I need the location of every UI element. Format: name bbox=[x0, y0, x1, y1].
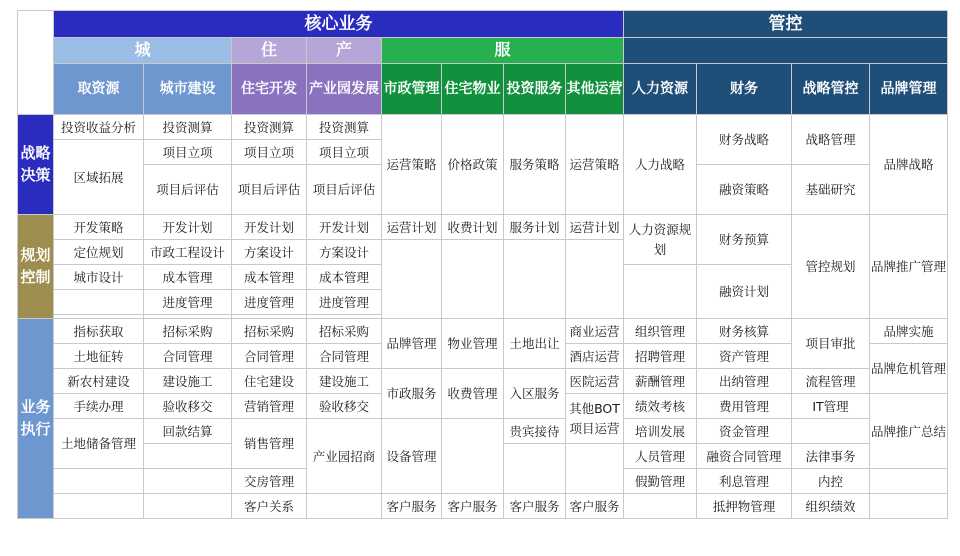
table-cell: 交房管理 bbox=[232, 469, 307, 494]
table-cell: 客户服务 bbox=[566, 494, 624, 519]
table-cell: 组织绩效 bbox=[792, 494, 870, 519]
table-cell: 市政工程设计 bbox=[144, 240, 232, 265]
table-cell bbox=[442, 240, 504, 319]
table-cell: 品牌战略 bbox=[870, 115, 948, 215]
col-header: 财务 bbox=[697, 64, 792, 115]
table-cell: 项目后评估 bbox=[232, 165, 307, 215]
table-cell: 酒店运营 bbox=[566, 344, 624, 369]
table-cell: 客户服务 bbox=[382, 494, 442, 519]
table-cell: 绩效考核 bbox=[624, 394, 697, 419]
table-cell: 验收移交 bbox=[144, 394, 232, 419]
service-header: 服 bbox=[382, 38, 624, 64]
col-header: 住宅物业 bbox=[442, 64, 504, 115]
table-cell: 薪酬管理 bbox=[624, 369, 697, 394]
live-header: 住 bbox=[232, 38, 307, 64]
table-cell: 土地出让 bbox=[504, 319, 566, 369]
table-cell: 运营策略 bbox=[566, 115, 624, 215]
table-cell: 市政服务 bbox=[382, 369, 442, 419]
table-cell: 方案设计 bbox=[232, 240, 307, 265]
table-cell: 销售管理 bbox=[232, 419, 307, 469]
table-cell: 假勤管理 bbox=[624, 469, 697, 494]
table-cell: 投资收益分析 bbox=[54, 115, 144, 140]
table-cell: 项目立项 bbox=[232, 140, 307, 165]
table-cell: 成本管理 bbox=[144, 265, 232, 290]
table-cell: 财务预算 bbox=[697, 215, 792, 265]
table-cell: 医院运营 bbox=[566, 369, 624, 394]
table-cell bbox=[504, 444, 566, 494]
table-cell: 抵押物管理 bbox=[697, 494, 792, 519]
table-cell: 融资策略 bbox=[697, 165, 792, 215]
table-cell: 进度管理 bbox=[144, 290, 232, 315]
table-cell: 建设施工 bbox=[307, 369, 382, 394]
corner-cell bbox=[18, 11, 54, 115]
table-cell: 成本管理 bbox=[307, 265, 382, 290]
table-cell: 项目后评估 bbox=[144, 165, 232, 215]
table-cell: 土地储备管理 bbox=[54, 419, 144, 469]
table-cell bbox=[54, 469, 144, 494]
city-header: 城 bbox=[54, 38, 232, 64]
table-cell: 招标采购 bbox=[307, 319, 382, 344]
table-cell bbox=[870, 494, 948, 519]
table-cell: 价格政策 bbox=[442, 115, 504, 215]
table-cell: 成本管理 bbox=[232, 265, 307, 290]
table-cell: 手续办理 bbox=[54, 394, 144, 419]
table-cell: 进度管理 bbox=[232, 290, 307, 315]
table-cell: 品牌推广总结 bbox=[870, 394, 948, 469]
industry-header: 产 bbox=[307, 38, 382, 64]
table-cell: 商业运营 bbox=[566, 319, 624, 344]
table-cell: 物业管理 bbox=[442, 319, 504, 369]
table-cell: 融资合同管理 bbox=[697, 444, 792, 469]
table-cell bbox=[54, 290, 144, 315]
table-cell: 人力战略 bbox=[624, 115, 697, 215]
table-cell: 法律事务 bbox=[792, 444, 870, 469]
table-cell: 财务核算 bbox=[697, 319, 792, 344]
table-cell: 贵宾接待 bbox=[504, 419, 566, 444]
table-cell: 招聘管理 bbox=[624, 344, 697, 369]
table-cell: 资金管理 bbox=[697, 419, 792, 444]
table-cell: 指标获取 bbox=[54, 319, 144, 344]
table-cell: 产业园招商 bbox=[307, 419, 382, 494]
table-cell: 新农村建设 bbox=[54, 369, 144, 394]
table-cell: 战略管理 bbox=[792, 115, 870, 165]
table-cell: 投资测算 bbox=[307, 115, 382, 140]
table-cell bbox=[624, 494, 697, 519]
table-cell: 开发计划 bbox=[232, 215, 307, 240]
table-cell: 合同管理 bbox=[307, 344, 382, 369]
col-header: 取资源 bbox=[54, 64, 144, 115]
matrix-table bbox=[17, 10, 948, 519]
table-cell: 城市设计 bbox=[54, 265, 144, 290]
section-label-execution: 业务执行 bbox=[18, 319, 54, 519]
table-cell: 回款结算 bbox=[144, 419, 232, 444]
table-cell: 资产管理 bbox=[697, 344, 792, 369]
table-cell bbox=[792, 419, 870, 444]
table-cell: 验收移交 bbox=[307, 394, 382, 419]
table-cell: 人力资源规划 bbox=[624, 215, 697, 265]
table-cell: 其他BOT项目运营 bbox=[566, 394, 624, 444]
table-cell: 运营策略 bbox=[382, 115, 442, 215]
table-cell: 客户服务 bbox=[442, 494, 504, 519]
table-cell: IT管理 bbox=[792, 394, 870, 419]
col-header: 城市建设 bbox=[144, 64, 232, 115]
table-cell: 合同管理 bbox=[232, 344, 307, 369]
table-cell: 客户关系 bbox=[232, 494, 307, 519]
table-cell: 利息管理 bbox=[697, 469, 792, 494]
table-cell: 内控 bbox=[792, 469, 870, 494]
table-cell: 出纳管理 bbox=[697, 369, 792, 394]
table-cell: 收费计划 bbox=[442, 215, 504, 240]
table-cell: 融资计划 bbox=[697, 265, 792, 319]
table-cell bbox=[54, 494, 144, 519]
control-header: 管控 bbox=[624, 11, 948, 38]
table-cell bbox=[144, 494, 232, 519]
table-cell: 定位规划 bbox=[54, 240, 144, 265]
table-cell: 组织管理 bbox=[624, 319, 697, 344]
col-header: 战略管控 bbox=[792, 64, 870, 115]
table-cell: 招标采购 bbox=[232, 319, 307, 344]
table-cell: 品牌推广管理 bbox=[870, 215, 948, 319]
table-cell: 管控规划 bbox=[792, 215, 870, 319]
core-business-header: 核心业务 bbox=[54, 11, 624, 38]
section-label-strategy: 战略决策 bbox=[18, 115, 54, 215]
table-cell: 财务战略 bbox=[697, 115, 792, 165]
table-cell: 住宅建设 bbox=[232, 369, 307, 394]
table-cell: 入区服务 bbox=[504, 369, 566, 419]
table-cell: 运营计划 bbox=[566, 215, 624, 240]
table-cell: 运营计划 bbox=[382, 215, 442, 240]
section-label-planning: 规划控制 bbox=[18, 215, 54, 319]
table-cell: 客户服务 bbox=[504, 494, 566, 519]
table-cell: 土地征转 bbox=[54, 344, 144, 369]
table-cell bbox=[624, 265, 697, 319]
control-subheader-band bbox=[624, 38, 948, 64]
table-cell: 区域拓展 bbox=[54, 140, 144, 215]
col-header: 投资服务 bbox=[504, 64, 566, 115]
table-cell: 人员管理 bbox=[624, 444, 697, 469]
table-cell bbox=[442, 419, 504, 494]
table-cell bbox=[144, 469, 232, 494]
table-cell: 品牌管理 bbox=[382, 319, 442, 369]
table-cell: 开发计划 bbox=[144, 215, 232, 240]
table-cell bbox=[144, 444, 232, 469]
col-header: 其他运营 bbox=[566, 64, 624, 115]
table-cell bbox=[382, 240, 442, 319]
table-cell bbox=[566, 240, 624, 319]
table-cell bbox=[307, 494, 382, 519]
col-header: 人力资源 bbox=[624, 64, 697, 115]
table-cell bbox=[566, 444, 624, 494]
table-cell: 开发策略 bbox=[54, 215, 144, 240]
table-cell: 投资测算 bbox=[144, 115, 232, 140]
table-cell: 流程管理 bbox=[792, 369, 870, 394]
table-cell: 项目立项 bbox=[307, 140, 382, 165]
table-cell: 服务计划 bbox=[504, 215, 566, 240]
table-cell: 项目审批 bbox=[792, 319, 870, 369]
table-cell: 项目后评估 bbox=[307, 165, 382, 215]
table-cell: 基础研究 bbox=[792, 165, 870, 215]
table-cell: 品牌实施 bbox=[870, 319, 948, 344]
table-cell: 收费管理 bbox=[442, 369, 504, 419]
table-cell: 投资测算 bbox=[232, 115, 307, 140]
table-cell: 品牌危机管理 bbox=[870, 344, 948, 394]
col-header: 品牌管理 bbox=[870, 64, 948, 115]
table-cell bbox=[870, 469, 948, 494]
table-cell: 建设施工 bbox=[144, 369, 232, 394]
table-cell bbox=[504, 240, 566, 319]
table-cell: 开发计划 bbox=[307, 215, 382, 240]
table-cell: 服务策略 bbox=[504, 115, 566, 215]
table-cell: 培训发展 bbox=[624, 419, 697, 444]
table-cell: 合同管理 bbox=[144, 344, 232, 369]
table-cell: 营销管理 bbox=[232, 394, 307, 419]
table-cell: 招标采购 bbox=[144, 319, 232, 344]
table-cell: 进度管理 bbox=[307, 290, 382, 315]
col-header: 产业园发展 bbox=[307, 64, 382, 115]
table-cell: 费用管理 bbox=[697, 394, 792, 419]
table-cell: 设备管理 bbox=[382, 419, 442, 494]
table-cell: 项目立项 bbox=[144, 140, 232, 165]
col-header: 市政管理 bbox=[382, 64, 442, 115]
col-header: 住宅开发 bbox=[232, 64, 307, 115]
business-matrix bbox=[17, 10, 947, 548]
table-cell: 方案设计 bbox=[307, 240, 382, 265]
